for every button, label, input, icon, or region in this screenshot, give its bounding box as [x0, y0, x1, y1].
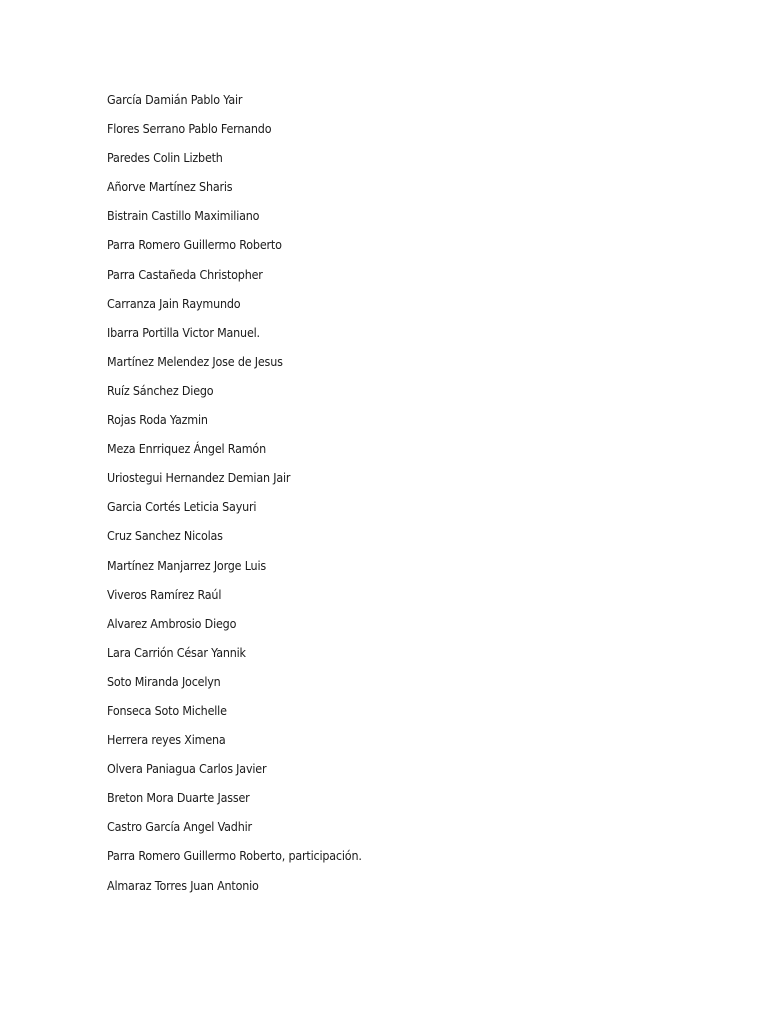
- list-item: Lara Carrión César Yannik: [107, 645, 246, 660]
- list-item: Garcia Cortés Leticia Sayuri: [107, 500, 257, 515]
- list-item: Añorve Martínez Sharis: [107, 180, 233, 195]
- list-item: Rojas Roda Yazmin: [107, 413, 208, 428]
- list-item: Meza Enrriquez Ángel Ramón: [107, 442, 266, 457]
- list-item: Soto Miranda Jocelyn: [107, 674, 221, 689]
- list-item: Martínez Melendez Jose de Jesus: [107, 354, 283, 369]
- list-item: Paredes Colin Lizbeth: [107, 151, 223, 166]
- list-item: Herrera reyes Ximena: [107, 733, 226, 748]
- list-item: Martínez Manjarrez Jorge Luis: [107, 558, 267, 573]
- list-item: Flores Serrano Pablo Fernando: [107, 122, 272, 137]
- list-item: Carranza Jain Raymundo: [107, 296, 241, 311]
- list-item: Alvarez Ambrosio Diego: [107, 616, 237, 631]
- list-item: Parra Castañeda Christopher: [107, 267, 263, 282]
- list-item: Ruíz Sánchez Diego: [107, 383, 214, 398]
- list-item: Ibarra Portilla Victor Manuel.: [107, 325, 260, 340]
- list-item: Parra Romero Guillermo Roberto, participación.: [107, 849, 362, 864]
- list-item: Uriostegui Hernandez Demian Jair: [107, 471, 291, 486]
- list-item: Castro García Angel Vadhir: [107, 820, 252, 835]
- list-item: Viveros Ramírez Raúl: [107, 587, 222, 602]
- list-item: García Damián Pablo Yair: [107, 93, 243, 107]
- list-item: Almaraz Torres Juan Antonio: [107, 878, 259, 893]
- list-item: Cruz Sanchez Nicolas: [107, 529, 223, 544]
- list-item: Fonseca Soto Michelle: [107, 703, 227, 718]
- list-item: Breton Mora Duarte Jasser: [107, 791, 250, 806]
- list-item: Bistrain Castillo Maximiliano: [107, 209, 260, 224]
- student-name-list: [107, 92, 381, 907]
- list-item: Olvera Paniagua Carlos Javier: [107, 762, 267, 777]
- list-item: Parra Romero Guillermo Roberto: [107, 238, 282, 253]
